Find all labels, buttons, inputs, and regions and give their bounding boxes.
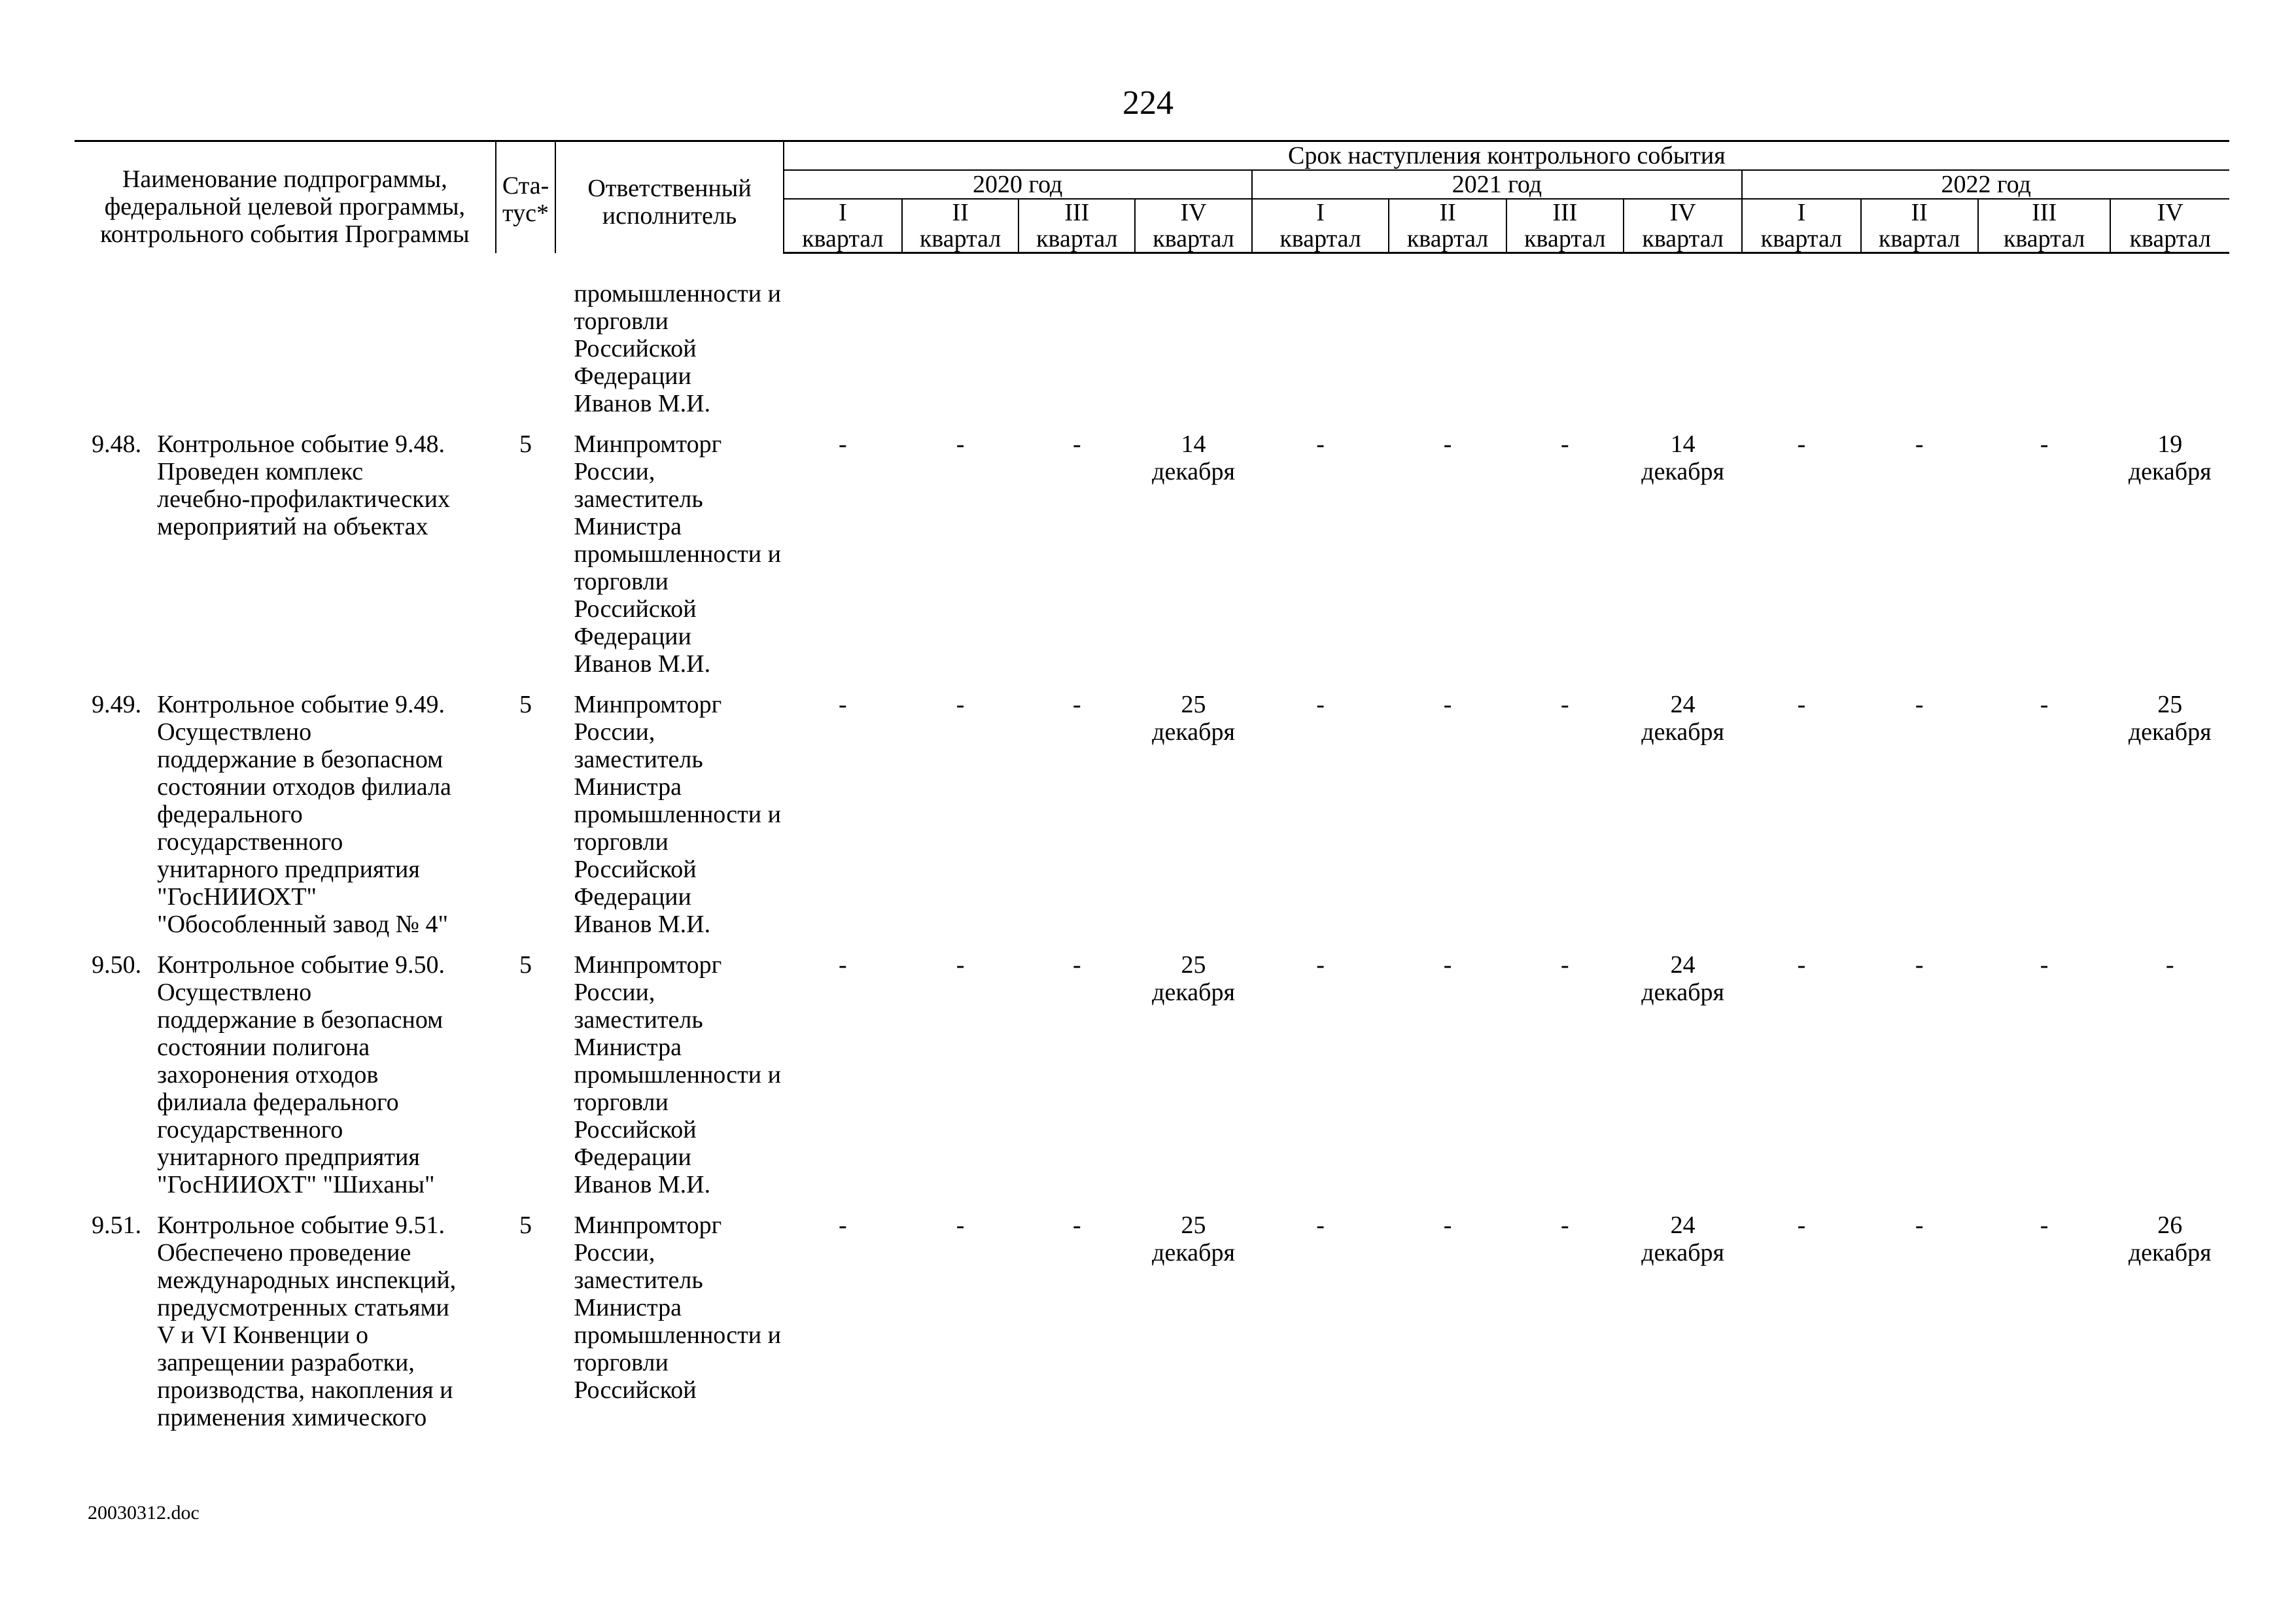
row-status: 5: [519, 430, 532, 458]
quarter-cell: -: [839, 1212, 847, 1239]
quarter-cell: -: [956, 691, 965, 718]
header-executor-text: Ответственный исполнитель: [587, 175, 752, 230]
quarter-cell: -: [1915, 1212, 1924, 1239]
quarter-cell: -: [1797, 1212, 1806, 1239]
quarter-cell: -: [1797, 951, 1806, 979]
row-executor: Минпромторг России, заместитель Министра промышленности и торговли Российской Федерации Иванов М.И.: [574, 951, 781, 1198]
page-number: 224: [1122, 84, 1174, 122]
quarter-cell: -: [1561, 691, 1569, 718]
quarter-cell: 25 декабря: [1152, 691, 1235, 746]
header-quarter-word: квартал: [1506, 226, 1624, 253]
quarter-cell: -: [1072, 1212, 1081, 1239]
quarter-cell: -: [2040, 1212, 2049, 1239]
quarter-cell: 14 декабря: [1152, 430, 1235, 485]
quarter-cell: 24 декабря: [1641, 1212, 1724, 1266]
table-row: [75, 430, 2229, 691]
quarter-cell: -: [1561, 430, 1569, 458]
row-number: 9.50.: [92, 951, 142, 979]
header-quarter-numeral: III: [1506, 199, 1624, 226]
table-row: [75, 691, 2229, 951]
header-quarter-numeral: III: [1978, 199, 2111, 226]
event-description: Контрольное событие 9.51. Обеспечено проведение международных инспекций, предусмотренных статьями V и VI Конвенции о запрещении разработки, производства, накопления и применения химического: [157, 1212, 457, 1431]
event-description: Контрольное событие 9.50. Осуществлено поддержание в безопасном состоянии полигона захоронения отходов филиала федерального государственного унитарного предприятия "ГосНИИОХТ" "Шиханы": [157, 951, 445, 1198]
event-description: Контрольное событие 9.49. Осуществлено поддержание в безопасном состоянии отходов филиала федерального государственного унитарного предприятия "ГосНИИОХТ" "Обособленный завод № 4": [157, 691, 451, 938]
quarter-cell: -: [1915, 691, 1924, 718]
quarter-cell: -: [956, 1212, 965, 1239]
quarter-cell: -: [2040, 691, 2049, 718]
header-quarter-numeral: I: [1742, 199, 1860, 226]
header-quarter-word: квартал: [902, 226, 1018, 253]
quarter-cell: 24 декабря: [1641, 951, 1724, 1006]
quarter-cell: -: [2165, 951, 2174, 979]
quarter-cell: -: [1072, 430, 1081, 458]
quarter-cell: -: [1072, 691, 1081, 718]
table-body: [75, 253, 2229, 1445]
header-period-title: Срок наступления контрольного события: [784, 141, 2229, 171]
quarter-cell: -: [1072, 951, 1081, 979]
quarter-cell: 25 декабря: [1152, 1212, 1235, 1266]
quarter-cell: -: [1316, 691, 1325, 718]
row-number: 9.51.: [92, 1212, 142, 1239]
quarter-cell: -: [1316, 1212, 1325, 1239]
header-quarter-word: квартал: [1018, 226, 1135, 253]
quarter-cell: -: [1316, 951, 1325, 979]
header-year-2022: 2022 год: [1742, 170, 2229, 199]
table-header: [75, 141, 2229, 253]
header-quarter-numeral: IV: [2110, 199, 2229, 226]
header-quarter-word: квартал: [1742, 226, 1860, 253]
quarter-cell: -: [2040, 430, 2049, 458]
header-name-column: [75, 141, 496, 253]
header-name-text: Наименование подпрограммы, федеральной целевой программы, контрольного события Программы: [100, 166, 470, 248]
row-executor: Минпромторг России, заместитель Министра промышленности и торговли Российской Федерации Иванов М.И.: [574, 430, 781, 678]
row-executor: Минпромторг России, заместитель Министра промышленности и торговли Российской Федерации Иванов М.И.: [574, 691, 781, 938]
header-year-2020: 2020 год: [784, 170, 1252, 199]
header-quarter-numeral: I: [784, 199, 902, 226]
row-status: 5: [519, 1212, 532, 1239]
quarter-cell: 25 декабря: [2128, 691, 2212, 746]
quarter-cell: -: [1797, 430, 1806, 458]
quarter-cell: -: [956, 951, 965, 979]
quarter-cell: -: [839, 691, 847, 718]
header-status-text: Ста- тус*: [502, 172, 549, 227]
quarter-cell: -: [2040, 951, 2049, 979]
table-row: [75, 951, 2229, 1212]
table-row: [75, 1212, 2229, 1444]
header-quarter-word: квартал: [1389, 226, 1506, 253]
header-quarter-numeral: I: [1252, 199, 1389, 226]
quarter-cell: -: [1316, 430, 1325, 458]
quarter-cell: -: [1915, 951, 1924, 979]
quarter-cell: 25 декабря: [1152, 951, 1235, 1006]
quarter-cell: -: [1443, 430, 1452, 458]
quarter-cell: -: [1561, 951, 1569, 979]
header-quarter-numeral: IV: [1135, 199, 1251, 226]
quarter-cell: -: [1561, 1212, 1569, 1239]
quarter-cell: -: [956, 430, 965, 458]
quarter-cell: 19 декабря: [2128, 430, 2212, 485]
quarter-cell: -: [1797, 691, 1806, 718]
quarter-cell: -: [1443, 691, 1452, 718]
continuation-executor: промышленности и торговли Российской Федерации Иванов М.И.: [574, 280, 781, 417]
row-number: 9.49.: [92, 691, 142, 718]
header-quarter-numeral: II: [902, 199, 1018, 226]
document-footer: 20030312.doc: [88, 1502, 200, 1524]
quarter-cell: -: [1915, 430, 1924, 458]
header-status-column: [496, 141, 556, 253]
row-status: 5: [519, 951, 532, 979]
header-quarter-numeral: II: [1389, 199, 1506, 226]
event-description: Контрольное событие 9.48. Проведен комплекс лечебно-профилактических мероприятий на объектах: [157, 430, 450, 540]
header-quarter-word: квартал: [1135, 226, 1251, 253]
header-quarter-word: квартал: [1252, 226, 1389, 253]
header-quarter-word: квартал: [1978, 226, 2111, 253]
quarter-cell: 26 декабря: [2128, 1212, 2212, 1266]
header-quarter-word: квартал: [1861, 226, 1978, 253]
quarter-cell: -: [1443, 1212, 1452, 1239]
header-executor-column: [555, 141, 783, 253]
quarter-cell: -: [1443, 951, 1452, 979]
quarter-cell: -: [839, 430, 847, 458]
header-quarter-numeral: III: [1018, 199, 1135, 226]
header-quarter-numeral: IV: [1624, 199, 1742, 226]
row-number: 9.48.: [92, 430, 142, 458]
header-quarter-numeral: II: [1861, 199, 1978, 226]
header-quarter-word: квартал: [2110, 226, 2229, 253]
header-year-2021: 2021 год: [1252, 170, 1743, 199]
row-executor: Минпромторг России, заместитель Министра промышленности и торговли Российской: [574, 1212, 781, 1404]
row-status: 5: [519, 691, 532, 718]
quarter-cell: 14 декабря: [1641, 430, 1724, 485]
quarter-cell: 24 декабря: [1641, 691, 1724, 746]
header-quarter-word: квартал: [1624, 226, 1742, 253]
quarter-cell: -: [839, 951, 847, 979]
control-events-table: [75, 140, 2229, 1444]
continuation-row: [75, 280, 2229, 430]
header-quarter-word: квартал: [784, 226, 902, 253]
